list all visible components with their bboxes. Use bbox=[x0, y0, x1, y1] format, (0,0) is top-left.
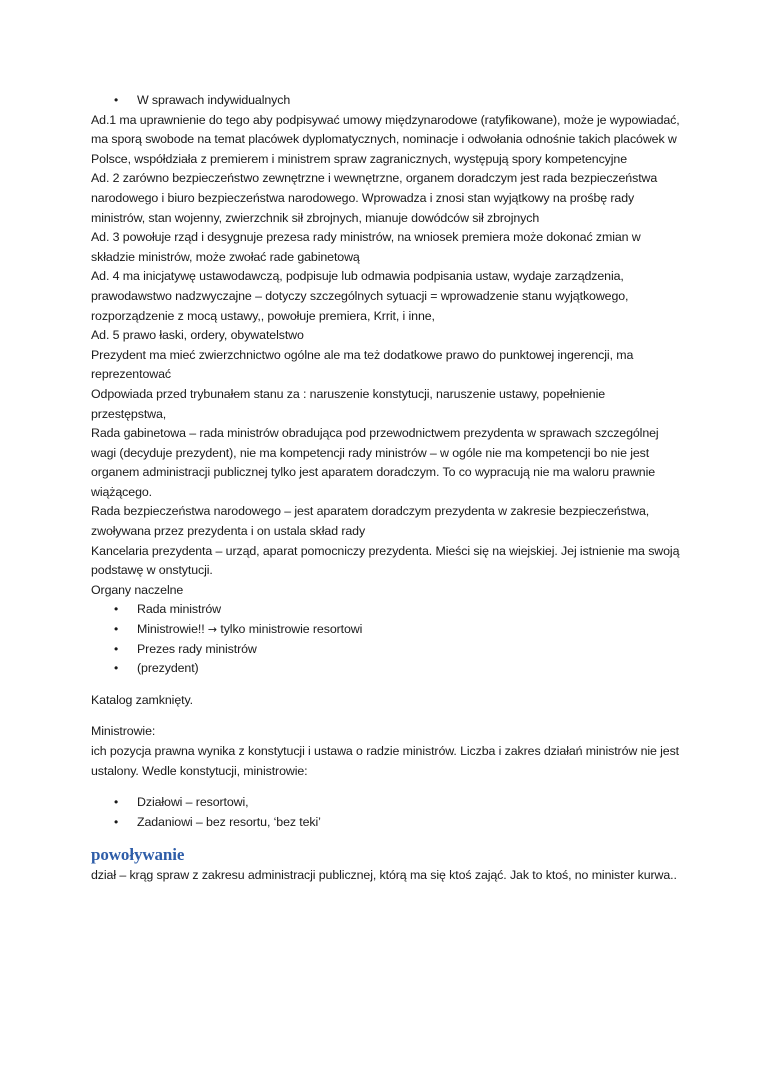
arrow-note: tylko ministrowie resortowi bbox=[217, 622, 363, 637]
list-item bbox=[91, 793, 681, 813]
bullet-icon: • bbox=[114, 661, 119, 676]
paragraph-dzial: dział – krąg spraw z zakresu administracji publicznej, którą ma się ktoś zająć. Jak to ktoś, no minister kurwa.. bbox=[91, 868, 677, 883]
list-item bbox=[91, 620, 681, 640]
paragraph-ministrowie-title: Ministrowie: bbox=[91, 724, 156, 739]
paragraph-kancelaria: Kancelaria prezydenta – urząd, aparat pomocniczy prezydenta. Mieści się na wiejskiej. Jej istnienie ma swoją podstawę w onstytucji. bbox=[91, 543, 680, 578]
list-item-text: Rada ministrów bbox=[137, 602, 221, 617]
spacer bbox=[91, 832, 681, 840]
paragraph-ad4: Ad. 4 ma inicjatywę ustawodawczą, podpisuje lub odmawia podpisania ustaw, wydaje zarządzenia, prawodawstwo nadzwyczajne – dotyczy szczególnych sytuacji = wprowadzenie stanu wyjątkowego, rozporządzenie z mocą ustawy,, powołuje premiera, Krrit, i inne, bbox=[91, 269, 629, 323]
section-heading: powoływanie bbox=[91, 845, 185, 865]
list-item bbox=[91, 640, 681, 660]
list-item bbox=[91, 600, 681, 620]
bullet-icon: • bbox=[114, 93, 119, 107]
paragraph-ministrowie-text: ich pozycja prawna wynika z konstytucji i ustawa o radzie ministrów. Liczba i zakres działań ministrów nie jest ustalony. Wedle konstytucji, ministrowie: bbox=[91, 744, 680, 778]
paragraph-ad3: Ad. 3 powołuje rząd i desygnuje prezesa rady ministrów, na wniosek premiera może dokonać zmian w składzie ministrów, może zwołać rade gabinetową bbox=[91, 230, 641, 264]
spacer bbox=[91, 781, 681, 793]
paragraph-trybunal: Odpowiada przed trybunałem stanu za : naruszenie konstytucji, naruszenie ustawy, popełnienie przestępstwa, bbox=[91, 386, 606, 421]
bullet-icon: • bbox=[114, 602, 119, 617]
paragraph-ad2: Ad. 2 zarówno bezpieczeństwo zewnętrzne i wewnętrzne, organem doradczym jest rada bezpieczeństwa narodowego i biuro bezpieczeństwa narodowego. Wprowadza i znosi stan wyjątkowy na prośbę rady ministrów, stan wojenny, zwierzchnik sił zbrojnych, mianuje dowódców sił zbrojnych bbox=[91, 171, 658, 225]
document-body bbox=[91, 91, 681, 886]
list-item-text: Ministrowie!! bbox=[137, 622, 208, 637]
list-item bbox=[91, 659, 681, 679]
paragraph-ad5: Ad. 5 prawo łaski, ordery, obywatelstwo bbox=[91, 328, 304, 343]
list-item-text: Działowi – resortowi, bbox=[137, 795, 249, 810]
list-item-text: (prezydent) bbox=[137, 661, 199, 676]
paragraph-organy-naczelne: Organy naczelne bbox=[91, 582, 184, 597]
ministrowie-list bbox=[91, 793, 681, 832]
list-item-text: Zadaniowi – bez resortu, ‘bez teki’ bbox=[137, 814, 321, 829]
paragraph-katalog: Katalog zamknięty. bbox=[91, 692, 193, 707]
spacer bbox=[91, 679, 681, 691]
list-item bbox=[91, 813, 681, 833]
paragraph-prezydent: Prezydent ma mieć zwierzchnictwo ogólne ale ma też dodatkowe prawo do punktowej ingerencji, ma reprezentować bbox=[91, 347, 634, 382]
list-item bbox=[91, 91, 681, 111]
bullet-icon: • bbox=[114, 641, 119, 656]
top-bullet-list bbox=[91, 91, 681, 111]
arrow-right-icon: → bbox=[207, 623, 218, 637]
bullet-icon: • bbox=[114, 622, 119, 637]
organy-list bbox=[91, 600, 681, 678]
paragraph-rada-gabinetowa: Rada gabinetowa – rada ministrów obradująca pod przewodnictwem prezydenta w sprawach szczególnej wagi (decyduje prezydent), nie ma kompetencji rady ministrów – w ogóle nie ma kompetencji bo nie jest organem administracji publicznej tylko jest aparatem doradczym. To co wypracują nie ma waloru prawnie wiążącego. bbox=[91, 426, 659, 499]
bullet-icon: • bbox=[114, 814, 119, 829]
list-item-text: Prezes rady ministrów bbox=[137, 641, 257, 656]
paragraph-ad1: Ad.1 ma uprawnienie do tego aby podpisywać umowy międzynarodowe (ratyfikowane), może je wypowiadać, ma sporą swobode na temat placówek dyplomatycznych, nominacje i odwołania odnośnie takich placówek w Polsce, współdziała z premierem i ministrem spraw zagranicznych, występują spory kompetencyjne bbox=[91, 112, 680, 166]
bullet-icon: • bbox=[114, 795, 119, 810]
paragraph-rada-bezpieczenstwa: Rada bezpieczeństwa narodowego – jest aparatem doradczym prezydenta w zakresie bezpieczeństwa, zwoływana przez prezydenta i on ustala skład rady bbox=[91, 504, 650, 539]
spacer bbox=[91, 710, 681, 722]
paragraph-group bbox=[91, 111, 681, 601]
list-item-text: W sprawach indywidualnych bbox=[137, 93, 291, 107]
